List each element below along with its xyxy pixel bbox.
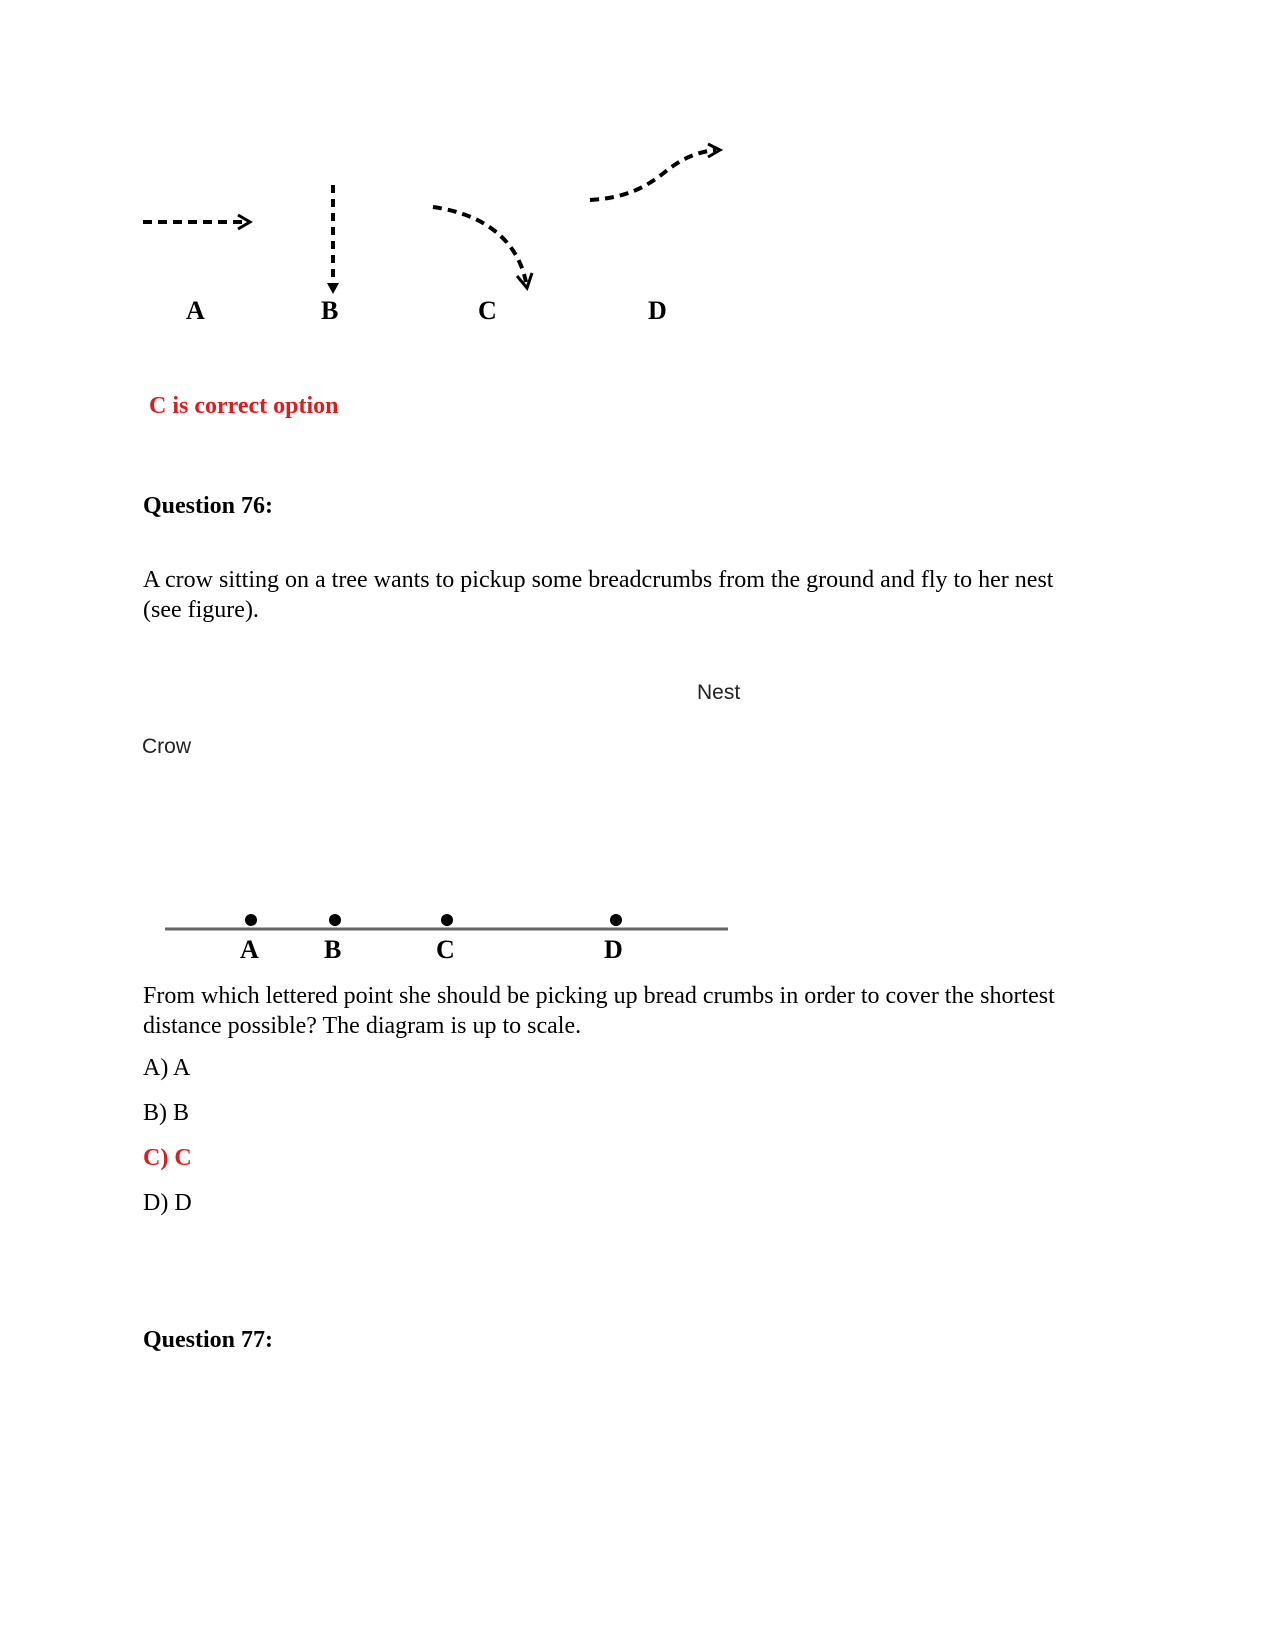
ground-label-c: C <box>436 935 455 964</box>
ground-label-a: A <box>240 935 259 964</box>
ground-label-b: B <box>324 935 342 964</box>
path-label-a: A <box>186 296 205 325</box>
ground-line-figure <box>0 900 800 950</box>
option-b: B) B <box>143 1100 190 1126</box>
path-c-arrow <box>433 207 532 288</box>
question-76-prompt-line-1: From which lettered point she should be picking up bread crumbs in order to cover the shortest <box>143 983 1055 1009</box>
option-a: A) A <box>143 1055 191 1081</box>
option-d: D) D <box>143 1190 192 1216</box>
path-label-d: D <box>648 296 667 325</box>
ground-label-d: D <box>604 935 623 964</box>
question-76-intro <box>143 565 1143 625</box>
question-76-intro-line-2: (see figure). <box>143 597 259 623</box>
option-c-correct: C) C <box>143 1145 192 1171</box>
ground-point-b <box>329 914 341 926</box>
path-d-arrow <box>590 144 720 200</box>
path-label-c: C <box>478 296 497 325</box>
previous-answer-note: C is correct option <box>149 393 339 419</box>
question-76-prompt <box>143 981 1143 1041</box>
ground-point-a <box>245 914 257 926</box>
nest-label: Nest <box>697 681 741 704</box>
path-a-arrow <box>143 215 250 229</box>
path-b-arrow <box>327 185 339 294</box>
path-label-b: B <box>321 296 339 325</box>
path-options-figure <box>0 0 800 300</box>
question-76-prompt-line-2: distance possible? The diagram is up to scale. <box>143 1013 582 1039</box>
ground-point-c <box>441 914 453 926</box>
question-77-heading: Question 77: <box>143 1327 274 1353</box>
question-76-intro-line-1: A crow sitting on a tree wants to pickup some breadcrumbs from the ground and fly to her nest <box>143 567 1054 593</box>
ground-point-d <box>610 914 622 926</box>
crow-label: Crow <box>142 735 192 758</box>
question-76-heading: Question 76: <box>143 493 274 519</box>
